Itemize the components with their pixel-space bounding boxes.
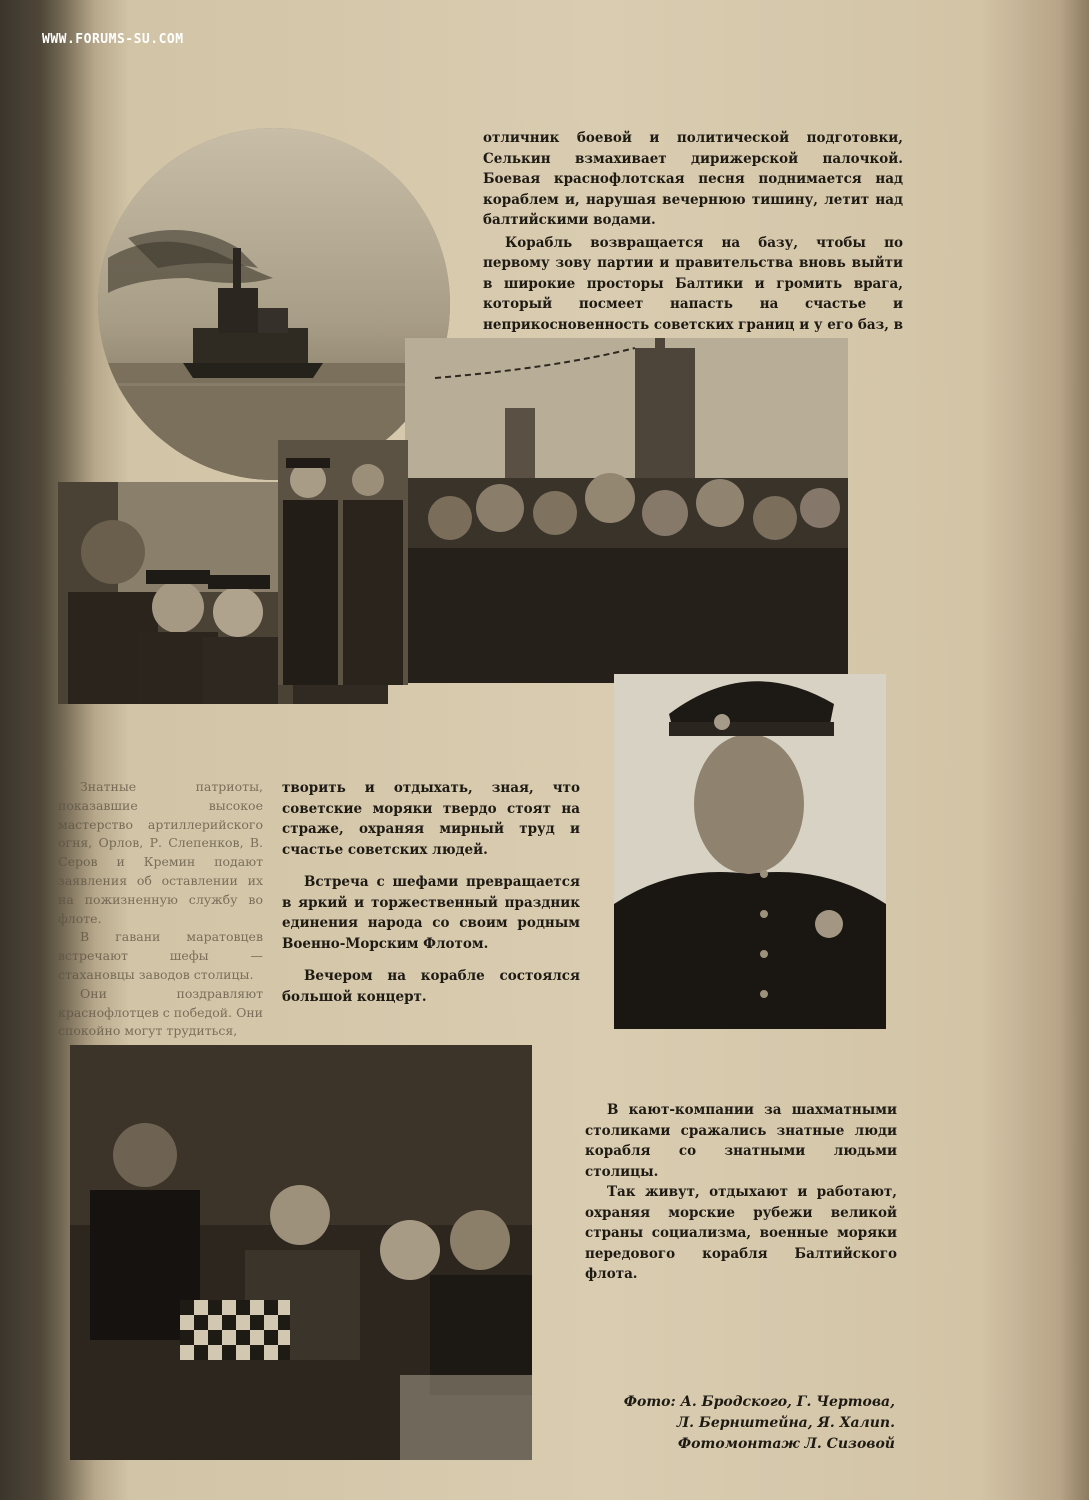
top-text-block xyxy=(483,128,903,356)
top-paragraph-2: Корабль возвращается на базу, чтобы по первому зову партии и правительства вновь выйти в широкие просторы Балтики и громить врага, который посмеет напасть на счастье и неприкосновенность советских границ и у его баз, в xyxy=(483,234,903,333)
chess-wardroom-photo xyxy=(70,1045,532,1460)
battleship-photo xyxy=(98,128,450,480)
watermark: WWW.FORUMS-SU.COM xyxy=(42,32,184,47)
left-text-block xyxy=(58,778,263,1041)
crowd-on-deck-photo xyxy=(405,338,848,683)
officer-standing-photo xyxy=(278,440,408,685)
middle-paragraph-2: Встреча с шефами превращается в яркий и торжественный праздник единения народа со своим родным Военно-Морским Флотом. xyxy=(282,874,580,952)
middle-text-block xyxy=(282,778,580,1007)
middle-paragraph-3: Вечером на корабле состоялся большой концерт. xyxy=(282,968,580,1005)
credits-line-1: Фото: А. Бродского, Г. Чертова, xyxy=(623,1394,895,1410)
left-paragraph-2: В гавани маратовцев встречают шефы — стахановцы заводов столицы. xyxy=(58,929,263,982)
right-text-block xyxy=(585,1100,897,1285)
credits-line-3: Фотомонтаж Л. Сизовой xyxy=(677,1436,895,1452)
right-paragraph-1: В кают-компании за шахматными столиками сражались знатные люди корабля со знатными людьми столицы. xyxy=(585,1102,897,1180)
photo-credits xyxy=(585,1392,895,1455)
right-paragraph-2: Так живут, отдыхают и работают, охраняя морские рубежи великой страны социализма, военные моряки передового корабля Балтийского флота. xyxy=(585,1184,897,1282)
credits-line-2: Л. Бернштейна, Я. Халип. xyxy=(676,1415,895,1431)
captain-portrait-photo xyxy=(614,674,886,1029)
left-paragraph-3: Они поздравляют краснофлотцев с победой. Они спокойно могут трудиться, xyxy=(58,985,263,1039)
middle-paragraph-1: творить и отдыхать, зная, что советские моряки твердо стоят на страже, охраняя мирный труд и счастье советских людей. xyxy=(282,780,580,858)
top-paragraph-1: отличник боевой и политической подготовки, Селькин взмахивает дирижерской палочкой. Боевая краснофлотская песня поднимается над кораблем и, нарушая вечернюю тишину, летит над балтийскими водами. xyxy=(483,130,903,228)
left-paragraph-1: Знатные патриоты, показавшие высокое мастерство артиллерийского огня, Орлов, Р. Слепенков, В. Серов и Кремин подают заявления об оставлении их на пожизненную службу во флоте. xyxy=(58,779,263,926)
